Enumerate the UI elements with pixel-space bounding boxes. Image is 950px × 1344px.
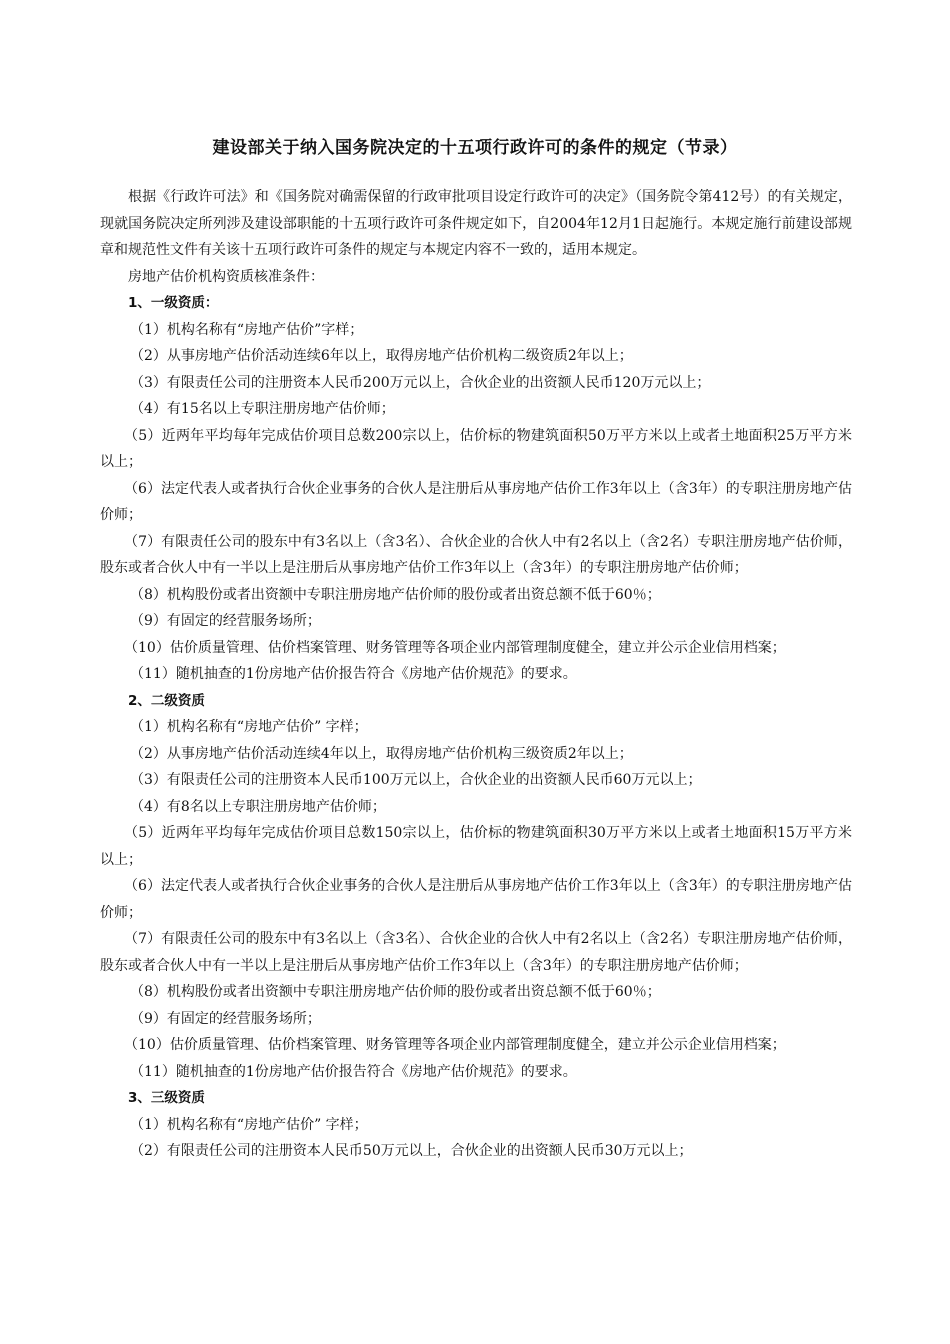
level3-heading: 3、三级资质 (128, 1090, 205, 1106)
level1-item: （5）近两年平均每年完成估价项目总数200宗以上，估价标的物建筑面积50万平方米以上或者土地面积25万平方米以上； (100, 427, 852, 470)
level1-heading: 1、一级资质： (128, 295, 219, 311)
level1-item: （8）机构股份或者出资额中专职注册房地产估价师的股份或者出资总额不低于60％； (130, 586, 661, 603)
document-body (100, 184, 852, 1165)
level1-item: （2）从事房地产估价活动连续6年以上，取得房地产估价机构二级资质2年以上； (130, 348, 633, 364)
document-title: 建设部关于纳入国务院决定的十五项行政许可的条件的规定（节录） (212, 138, 738, 158)
level1-item: （9）有固定的经营服务场所； (130, 613, 321, 629)
level2-heading: 2、二级资质 (128, 692, 205, 709)
intro-paragraph: 根据《行政许可法》和《国务院对确需保留的行政审批项目设定行政许可的决定》（国务院令第412号）的有关规定，现就国务院决定所列涉及建设部职能的十五项行政许可条件规定如下，自2004年12月1日起施行。本规定施行前建设部规章和规范性文件有关该十五项行政许可条件的规定与本规定内容不一致的，适用本规定。 (100, 189, 852, 258)
level2-item: （9）有固定的经营服务场所； (130, 1010, 321, 1027)
level1-item: （11）随机抽查的1份房地产估价报告符合《房地产估价规范》的要求。 (130, 666, 577, 682)
level1-item: （3）有限责任公司的注册资本人民币200万元以上，合伙企业的出资额人民币120万元以上； (130, 374, 711, 391)
level3-item: （2）有限责任公司的注册资本人民币50万元以上，合伙企业的出资额人民币30万元以上； (130, 1143, 693, 1159)
level1-item: （10）估价质量管理、估价档案管理、财务管理等各项企业内部管理制度健全，建立并公示企业信用档案； (124, 639, 786, 656)
level2-item: （1）机构名称有“房地产估价” 字样； (130, 719, 368, 735)
level1-item: （6）法定代表人或者执行合伙企业事务的合伙人是注册后从事房地产估价工作3年以上（含3年）的专职注册房地产估价师； (100, 480, 852, 523)
level2-item: （7）有限责任公司的股东中有3名以上（含3名）、合伙企业的合伙人中有2名以上（含2名）专职注册房地产估价师，股东或者合伙人中有一半以上是注册后从事房地产估价工作3年以上（含3年）的专职注册房地产估价师； (100, 931, 852, 974)
level2-item: （2）从事房地产估价活动连续4年以上，取得房地产估价机构三级资质2年以上； (130, 745, 633, 762)
level2-item: （11）随机抽查的1份房地产估价报告符合《房地产估价规范》的要求。 (130, 1063, 577, 1080)
level2-item: （3）有限责任公司的注册资本人民币100万元以上，合伙企业的出资额人民币60万元以上； (130, 772, 702, 788)
level2-item: （10）估价质量管理、估价档案管理、财务管理等各项企业内部管理制度健全，建立并公示企业信用档案； (124, 1037, 786, 1053)
level3-item: （1）机构名称有“房地产估价” 字样； (130, 1116, 368, 1133)
level2-item: （5）近两年平均每年完成估价项目总数150宗以上，估价标的物建筑面积30万平方米以上或者土地面积15万平方米以上； (100, 825, 852, 868)
lead-paragraph: 房地产估价机构资质核准条件： (128, 268, 324, 285)
level1-item: （1）机构名称有“房地产估价”字样； (130, 321, 364, 338)
level2-item: （6）法定代表人或者执行合伙企业事务的合伙人是注册后从事房地产估价工作3年以上（含3年）的专职注册房地产估价师； (100, 878, 852, 921)
level2-item: （8）机构股份或者出资额中专职注册房地产估价师的股份或者出资总额不低于60％； (130, 984, 661, 1000)
level1-item: （7）有限责任公司的股东中有3名以上（含3名）、合伙企业的合伙人中有2名以上（含2名）专职注册房地产估价师，股东或者合伙人中有一半以上是注册后从事房地产估价工作3年以上（含3年）的专职注册房地产估价师； (100, 533, 852, 576)
level1-item: （4）有15名以上专职注册房地产估价师； (130, 401, 395, 417)
level2-item: （4）有8名以上专职注册房地产估价师； (130, 798, 386, 815)
